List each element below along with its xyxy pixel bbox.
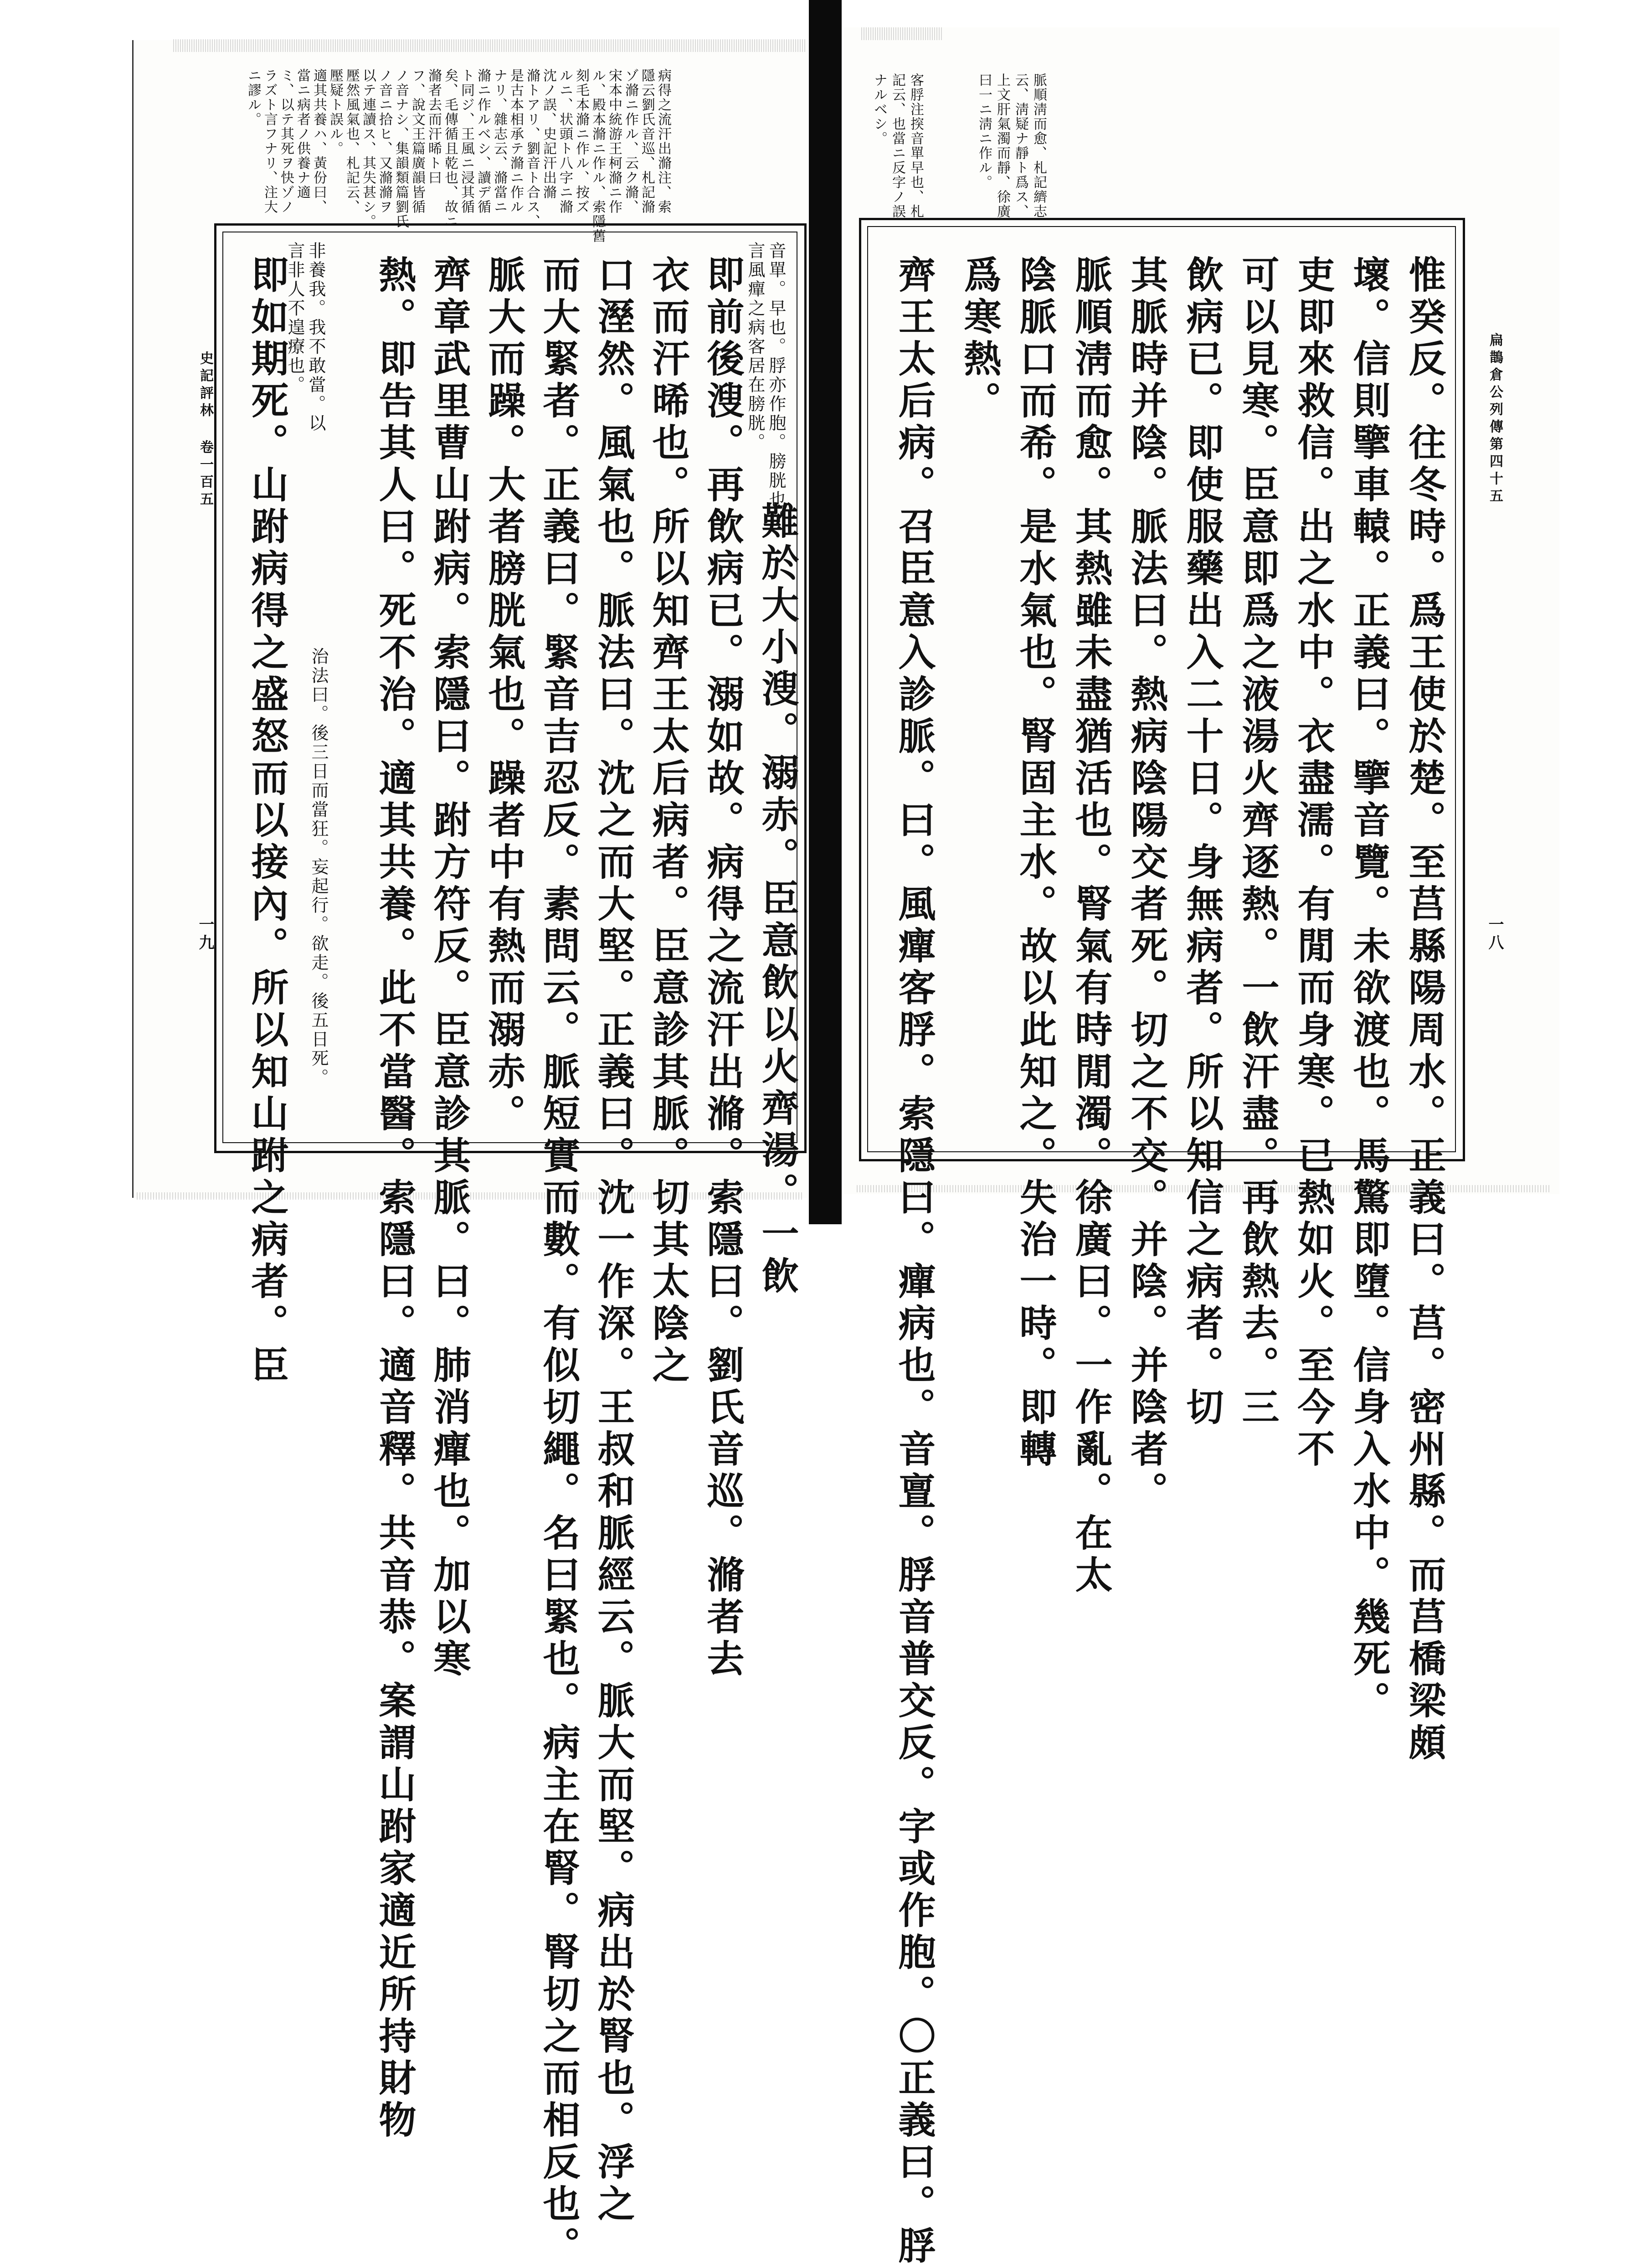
headnote-line: 壓疑ト誤ル。 — [327, 68, 343, 156]
text-column: 脈順淸而愈。其熱雖未盡猶活也。腎氣有時閒濁。徐廣曰。一作亂。在太 — [1069, 255, 1113, 1597]
note-line: 音單。早也。脬亦作胞。膀胱也。 — [766, 242, 786, 529]
note-line: 言風癉之病客居在膀胱。 — [745, 242, 765, 452]
right-running-header: 扁鵲倉公列傳第四十五 — [1487, 333, 1503, 506]
headnote-line: 適其共養ハ、黃份曰、 — [311, 68, 327, 214]
text-column: 齊王太后病。召臣意入診脈。曰。風癉客脬。索隱曰。癉病也。音亶。脬音普交反。字或作胞。〇正義曰。脬 — [892, 255, 936, 2268]
text-column: 飲病已。即使服藥出入二十日。身無病者。所以知信之病者。切 — [1180, 255, 1224, 1429]
text-column: 熱。即告其人曰。死不治。適其共養。此不當醫。索隱曰。適音釋。共音恭。案謂山跗家適近所持財物 — [373, 255, 416, 2142]
headnote-line: 滫ニ作ルベシ、讀デ循 — [475, 68, 491, 214]
headnote-line: ゾ滫ニ作ル、云ク滫、 — [622, 68, 638, 214]
headnote-line: ナルベシ。 — [871, 73, 887, 146]
text-column: 即前後溲。再飲病已。溺如故。病得之流汗出滫。索隱曰。劉氏音巡。滫者去 — [701, 255, 745, 1681]
text-column: 惟癸反。往冬時。爲王使於楚。至莒縣陽周水。正義曰。莒。密州縣。而莒橋梁頗 — [1403, 255, 1446, 1765]
headnote-line: 記云、也當ニ反字ノ誤 — [890, 73, 905, 219]
headnote-line: 以テ連讀ス、其失甚シ。 — [360, 68, 376, 229]
text-column: 吏即來救信。出之水中。衣盡濡。有閒而身寒。已熱如火。至今不 — [1291, 255, 1335, 1471]
headnote-line: ミ、以テ其死ヲ快ゾノ — [278, 68, 294, 214]
text-column: 口溼然。風氣也。脈法曰。沈之而大堅。正義曰。沈一作深。王叔和脈經云。脈大而堅。病出於腎也。浮之 — [591, 255, 635, 2226]
text-column: 脈大而躁。大者膀胱氣也。躁者中有熱而溺赤。 — [482, 255, 526, 1136]
headnote-line: 上文肝氣濁而靜、徐廣 — [994, 73, 1010, 219]
headnote-line: ニ謬ル。 — [245, 68, 261, 127]
text-column: 齊章武里曹山跗病。索隱曰。跗方符反。臣意診其脈。曰。肺消癉也。加以寒 — [427, 255, 471, 1681]
headnote-line: ラズト言フナリ、注大 — [262, 68, 278, 214]
headnote-line: フ、說文王篇廣韻皆循 — [409, 68, 425, 214]
text-column: 難於大小溲。溺赤。臣意飲以火齊湯。一飲 — [756, 501, 799, 1298]
headnote-line: ナリ、雜志云、滫當ニ — [491, 68, 507, 214]
headnote-line: ル、殿本滫ニ作ル、索隱舊 — [590, 68, 606, 243]
headnote-line: 是古本相承テ滫ニ作ル — [508, 68, 524, 214]
scan-edge-top-right — [861, 27, 943, 40]
scan-edge-top-left — [173, 39, 807, 52]
text-column: 其脈時并陰。脈法曰。熱病陰陽交者死。切之不交。并陰。并陰者。 — [1125, 255, 1168, 1513]
left-running-header: 史記評林 卷一百五 — [197, 351, 213, 509]
text-column: 陰脈口而希。是水氣也。腎固主水。故以此知之。失治一時。即轉 — [1013, 255, 1057, 1471]
headnote-line: 滫トアリ、劉音ト合ス、 — [524, 68, 540, 229]
headnote-line: 刻毛本滫ニ作ル、按ズ — [573, 68, 589, 214]
headnote-line: 矣、毛傳循且乾也、故ニ — [442, 68, 458, 229]
note-line: 言非人不遑療也。 — [285, 242, 305, 395]
note-line: 治法曰。後三日而當狂。妄起行。欲走。後五日死。 — [309, 647, 329, 1088]
headnote-line: 滫者去而汗晞ト曰 — [426, 68, 442, 185]
headnote-line: 病得之流汗出滫注、索 — [655, 68, 671, 214]
headnote-line: 曰一ニ淸ニ作ル。 — [976, 73, 992, 190]
headnote-line: 客脬注揬音單早也、札 — [908, 73, 924, 219]
text-column: 壞。信則擥車轅。正義曰。擥音覽。未欲渡也。馬驚即墮。信身入水中。幾死。 — [1347, 255, 1391, 1723]
headnote-line: 宋本中統游王柯滫ニ作 — [606, 68, 622, 214]
text-column: 衣而汗晞也。所以知齊王太后病者。臣意診其脈。切其太陰之 — [646, 255, 690, 1387]
text-column: 可以見寒。臣意即爲之液湯火齊逐熱。一飲汗盡。再飲熱去。三 — [1236, 255, 1280, 1429]
text-column: 而大緊者。正義曰。緊音吉忍反。素問云。脈短實而數。有似切繩。名曰緊也。病主在腎。腎切之而相反也。 — [537, 255, 581, 2268]
headnote-line: ノ音ニ拾ヒ、又滫滫ヲ — [376, 68, 392, 214]
right-page-number: 一八 — [1486, 916, 1504, 953]
headnote-line: ノ音ナシ、集韻類篇劉氏 — [393, 68, 409, 229]
text-column: 爲寒熱。 — [958, 255, 1002, 423]
headnote-line: 當ニ病者ノ供養ナ適 — [294, 68, 310, 200]
headnote-line: 云、淸疑ナ靜ト爲ス、 — [1013, 73, 1028, 219]
headnote-line: 沈ノ誤、史記汗出滫 — [540, 68, 556, 200]
note-line: 非養我。我不敢當。以 — [306, 242, 326, 433]
text-column: 即如期死。山跗病得之盛怒而以接內。所以知山跗之病者。臣 — [245, 255, 289, 1387]
headnote-line: ト同ジ、王風ニ浸其循 — [458, 68, 474, 214]
headnote-line: 隱云劉氏音巡、札記滫 — [639, 68, 655, 214]
book-gutter — [809, 0, 842, 1224]
headnote-line: ルニ、状頭ト八字ニ滫 — [557, 68, 573, 214]
left-page-number: 一九 — [196, 916, 214, 953]
headnote-line: 壓然風氣也、札記云、 — [344, 68, 360, 214]
headnote-line: 脈順淸而愈、札記纃志 — [1031, 73, 1047, 219]
